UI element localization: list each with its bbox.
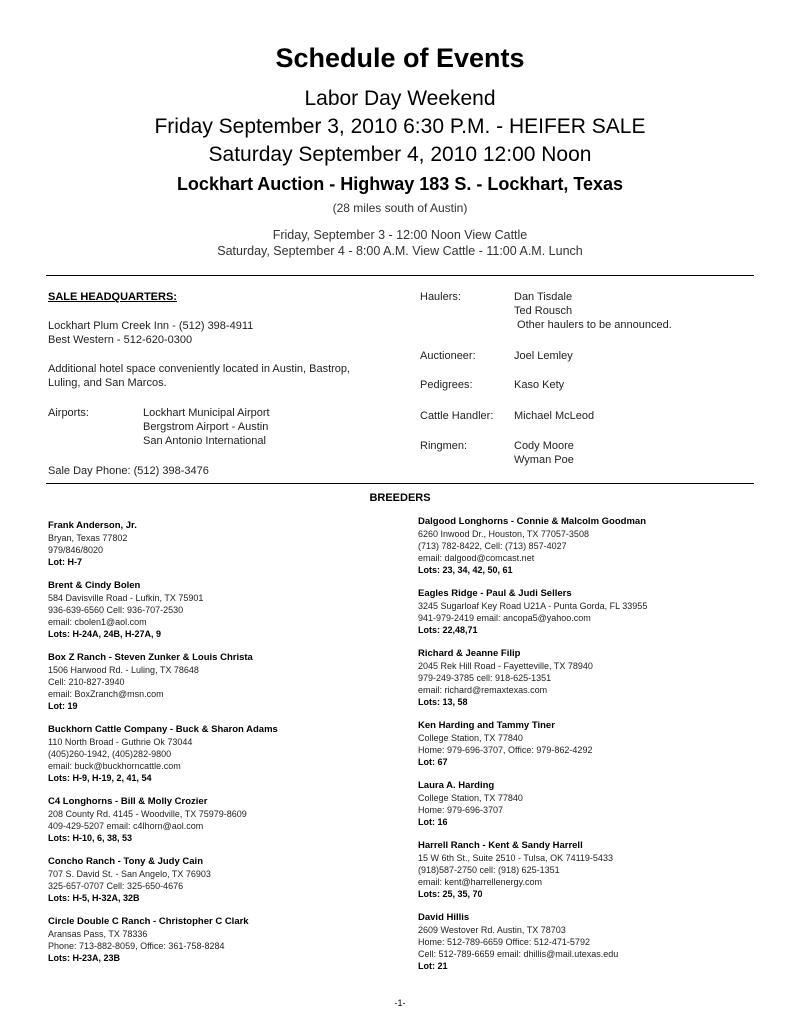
breeder-detail: 936-639-6560 Cell: 936-707-2530	[48, 605, 184, 615]
breeder-detail: 3245 Sugarloaf Key Road U21A - Punta Gorda, FL 33955	[418, 601, 648, 611]
breeder-entry	[48, 724, 388, 784]
ringmen-label: Ringmen:	[420, 440, 468, 452]
breeder-entry	[48, 796, 388, 844]
breeder-name: Frank Anderson, Jr.	[48, 520, 137, 531]
breeder-detail: email: cbolen1@aol.com	[48, 617, 147, 627]
breeder-detail: Aransas Pass, TX 78336	[48, 929, 148, 939]
breeder-detail: (405)260-1942, (405)282-9800	[48, 749, 172, 759]
breeder-detail: 707 S. David St. - San Angelo, TX 76903	[48, 869, 211, 879]
breeder-name: Harrell Ranch - Kent & Sandy Harrell	[418, 840, 583, 851]
breeder-detail: 325-657-0707 Cell: 325-650-4676	[48, 881, 184, 891]
breeder-lots: Lots: 13, 58	[418, 697, 468, 707]
breeder-detail: (713) 782-8422, Cell: (713) 857-4027	[418, 541, 567, 551]
breeder-name: Box Z Ranch - Steven Zunker & Louis Christa	[48, 652, 253, 663]
breeders-heading: BREEDERS	[369, 492, 431, 504]
venue-line: Lockhart Auction - Highway 183 S. - Lockhart, Texas	[176, 174, 624, 194]
breeder-detail: Bryan, Texas 77802	[48, 533, 128, 543]
breeders-right-column	[418, 516, 758, 984]
breeder-lots: Lots: H-23A, 23B	[48, 953, 121, 963]
breeder-detail: email: dalgood@comcast.net	[418, 553, 535, 563]
sale-headquarters-heading: SALE HEADQUARTERS:	[48, 291, 177, 303]
breeder-name: Circle Double C Ranch - Christopher C Clark	[48, 916, 249, 927]
breeder-detail: email: BoxZranch@msn.com	[48, 689, 164, 699]
breeder-detail: 2045 Rek Hill Road - Fayetteville, TX 78940	[418, 661, 593, 671]
additional-hotels-line2: Luling, and San Marcos.	[48, 377, 167, 389]
breeder-detail: 2609 Westover Rd. Austin, TX 78703	[418, 925, 566, 935]
breeder-entry	[418, 720, 758, 768]
breeder-detail: email: buck@buckhorncattle.com	[48, 761, 181, 771]
breeder-lots: Lot: 19	[48, 701, 78, 711]
breeder-entry	[418, 648, 758, 708]
breeder-detail: 979-249-3785 cell: 918-625-1351	[418, 673, 552, 683]
breeder-detail: (918)587-2750 cell: (918) 625-1351	[418, 865, 560, 875]
breeder-detail: 941-979-2419 email: ancopa5@yahoo.com	[418, 613, 591, 623]
breeder-name: Laura A. Harding	[418, 780, 495, 791]
breeder-entry	[48, 580, 388, 640]
breeder-detail: 208 County Rd. 4145 - Woodville, TX 75979-8609	[48, 809, 247, 819]
airport-item: San Antonio International	[143, 435, 266, 447]
friday-viewing: Friday, September 3 - 12:00 Noon View Cattle	[272, 228, 528, 242]
hauler-note: Other haulers to be announced.	[514, 319, 672, 331]
breeder-detail: 110 North Broad - Guthrie Ok 73044	[48, 737, 193, 747]
hauler-name: Ted Rousch	[514, 305, 573, 317]
breeder-name: Concho Ranch - Tony & Judy Cain	[48, 856, 203, 867]
breeder-name: Eagles Ridge - Paul & Judi Sellers	[418, 588, 572, 599]
breeder-entry	[418, 780, 758, 828]
breeder-detail: Cell: 210-827-3940	[48, 677, 125, 687]
breeder-detail: Home: 512-789-6659 Office: 512-471-5792	[418, 937, 590, 947]
breeder-name: David Hillis	[418, 912, 470, 923]
breeder-lots: Lots: 25, 35, 70	[418, 889, 483, 899]
breeder-lots: Lots: 22,48,71	[418, 625, 478, 635]
breeder-detail: 15 W 6th St., Suite 2510 - Tulsa, OK 74119-5433	[418, 853, 613, 863]
hotel-plum-creek: Lockhart Plum Creek Inn - (512) 398-4911	[48, 320, 254, 332]
breeder-lots: Lots: H-24A, 24B, H-27A, 9	[48, 629, 162, 639]
breeder-entry	[48, 652, 388, 712]
breeder-entry	[418, 588, 758, 636]
breeder-detail: 979/846/8020	[48, 545, 104, 555]
airport-item: Bergstrom Airport - Austin	[143, 421, 269, 433]
breeder-detail: email: kent@harrellenergy.com	[418, 877, 543, 887]
breeder-entry	[48, 520, 388, 568]
breeder-lots: Lot: 67	[418, 757, 448, 767]
auctioneer-label: Auctioneer:	[420, 350, 476, 362]
breeder-detail: Cell: 512-789-6659 email: dhillis@mail.utexas.edu	[418, 949, 619, 959]
breeder-lots: Lots: 23, 34, 42, 50, 61	[418, 565, 513, 575]
airports-label: Airports:	[48, 407, 89, 419]
breeder-detail: Phone: 713-882-8059, Office: 361-758-8284	[48, 941, 225, 951]
breeder-name: Brent & Cindy Bolen	[48, 580, 141, 591]
airport-item: Lockhart Municipal Airport	[143, 407, 270, 419]
additional-hotels-line1: Additional hotel space conveniently located in Austin, Bastrop,	[48, 363, 351, 375]
breeder-entry	[418, 516, 758, 576]
auctioneer-name: Joel Lemley	[514, 350, 573, 362]
breeder-name: Richard & Jeanne Filip	[418, 648, 521, 659]
breeder-detail: Home: 979-696-3707	[418, 805, 504, 815]
breeder-name: Ken Harding and Tammy Tiner	[418, 720, 555, 731]
hotel-best-western: Best Western - 512-620-0300	[48, 334, 193, 346]
breeder-detail: 1506 Harwood Rd. - Luling, TX 78648	[48, 665, 199, 675]
breeders-left-column	[48, 520, 388, 976]
breeder-entry	[48, 916, 388, 964]
breeder-name: Dalgood Longhorns - Connie & Malcolm Goodman	[418, 516, 646, 527]
breeder-lots: Lots: H-9, H-19, 2, 41, 54	[48, 773, 152, 783]
event-subtitle: Labor Day Weekend	[304, 87, 496, 110]
breeder-detail: College Station, TX 77840	[418, 733, 523, 743]
venue-distance: (28 miles south of Austin)	[332, 201, 468, 215]
breeder-entry	[418, 840, 758, 900]
breeder-lots: Lot: H-7	[48, 557, 82, 567]
breeder-detail: email: richard@remaxtexas.com	[418, 685, 548, 695]
breeder-detail: 6260 Inwood Dr., Houston, TX 77057-3508	[418, 529, 589, 539]
divider-top	[46, 275, 754, 276]
breeder-detail: 409-429-5207 email: c4lhorn@aol.com	[48, 821, 204, 831]
pedigrees-label: Pedigrees:	[420, 379, 473, 391]
breeder-detail: Home: 979-696-3707, Office: 979-862-4292	[418, 745, 593, 755]
breeder-name: C4 Longhorns - Bill & Molly Crozier	[48, 796, 208, 807]
pedigrees-name: Kaso Kety	[514, 379, 565, 391]
page-title: Schedule of Events	[275, 43, 525, 73]
divider-breeders	[46, 483, 754, 484]
friday-sale-line: Friday September 3, 2010 6:30 P.M. - HEIFER SALE	[154, 115, 646, 138]
breeder-lots: Lot: 21	[418, 961, 448, 971]
cattle-handler-label: Cattle Handler:	[420, 410, 494, 422]
ringman-name: Cody Moore	[514, 440, 574, 452]
breeder-name: Buckhorn Cattle Company - Buck & Sharon Adams	[48, 724, 278, 735]
haulers-label: Haulers:	[420, 291, 461, 303]
ringman-name: Wyman Poe	[514, 454, 574, 466]
cattle-handler-name: Michael McLeod	[514, 410, 595, 422]
breeder-entry	[418, 912, 758, 972]
breeder-lots: Lots: H-10, 6, 38, 53	[48, 833, 133, 843]
breeder-entry	[48, 856, 388, 904]
breeder-lots: Lots: H-5, H-32A, 32B	[48, 893, 140, 903]
breeder-detail: College Station, TX 77840	[418, 793, 523, 803]
saturday-viewing: Saturday, September 4 - 8:00 A.M. View Cattle - 11:00 A.M. Lunch	[217, 244, 583, 258]
sale-day-phone: Sale Day Phone: (512) 398-3476	[48, 465, 209, 477]
breeder-lots: Lot: 16	[418, 817, 448, 827]
breeder-detail: 584 Davisville Road - Lufkin, TX 75901	[48, 593, 204, 603]
saturday-sale-line: Saturday September 4, 2010 12:00 Noon	[208, 143, 592, 166]
page-number: -1-	[394, 998, 406, 1008]
hauler-name: Dan Tisdale	[514, 291, 573, 303]
